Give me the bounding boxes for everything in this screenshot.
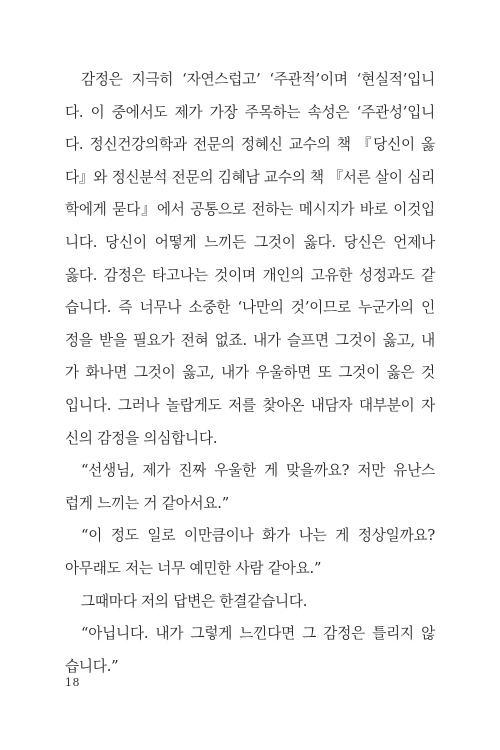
text-line: 신의 감정을 의심합니다.	[65, 429, 218, 447]
dialogue-line: 럽게 느끼는 거 같아서요.”	[65, 494, 229, 512]
body-text	[65, 64, 435, 683]
text-line: 다. 이 중에서도 제가 가장 주목하는 속성은 ‘주관성’입니	[65, 103, 435, 121]
dialogue-line: “이 정도 일로 이만큼이나 화가 나는 게 정상일까요?	[81, 527, 435, 545]
text-line: 다』와 정신분석 전문의 김혜남 교수의 책 『서른 살이 심리	[65, 168, 436, 186]
text-line: 그때마다 저의 답변은 한결같습니다.	[81, 592, 308, 610]
text-line: 니다. 당신이 어떻게 느끼든 그것이 옳다. 당신은 언제나	[65, 233, 435, 251]
text-line: 옳다. 감정은 타고나는 것이며 개인의 고유한 성정과도 같	[65, 266, 435, 284]
dialogue-line: 습니다.”	[65, 657, 119, 675]
text-line: 감정은 지극히 ‘자연스럽고’ ‘주관적’이며 ‘현실적’입니	[81, 71, 435, 88]
text-line: 입니다. 그러나 놀랍게도 저를 찾아온 내담자 대부분이 자	[65, 396, 435, 414]
text-line: 학에게 묻다』에서 공통으로 전하는 메시지가 바로 이것입	[65, 201, 435, 219]
page-number: 18	[65, 676, 80, 689]
dialogue-line: “아닙니다. 내가 그렇게 느낀다면 그 감정은 틀리지 않	[81, 625, 435, 643]
dialogue-line: “선생님, 제가 진짜 우울한 게 맞을까요? 저만 유난스	[81, 462, 435, 480]
dialogue-line: 아무래도 저는 너무 예민한 사람 같아요.”	[65, 559, 322, 577]
text-line: 정을 받을 필요가 전혀 없죠. 내가 슬프면 그것이 옳고, 내	[65, 331, 435, 349]
text-line: 습니다. 즉 너무나 소중한 ‘나만의 것’이므로 누군가의 인	[65, 299, 435, 317]
text-line: 다. 정신건강의학과 전문의 정혜신 교수의 책 『당신이 옳	[65, 136, 435, 154]
text-line: 가 화나면 그것이 옳고, 내가 우울하면 또 그것이 옳은 것	[65, 364, 435, 382]
